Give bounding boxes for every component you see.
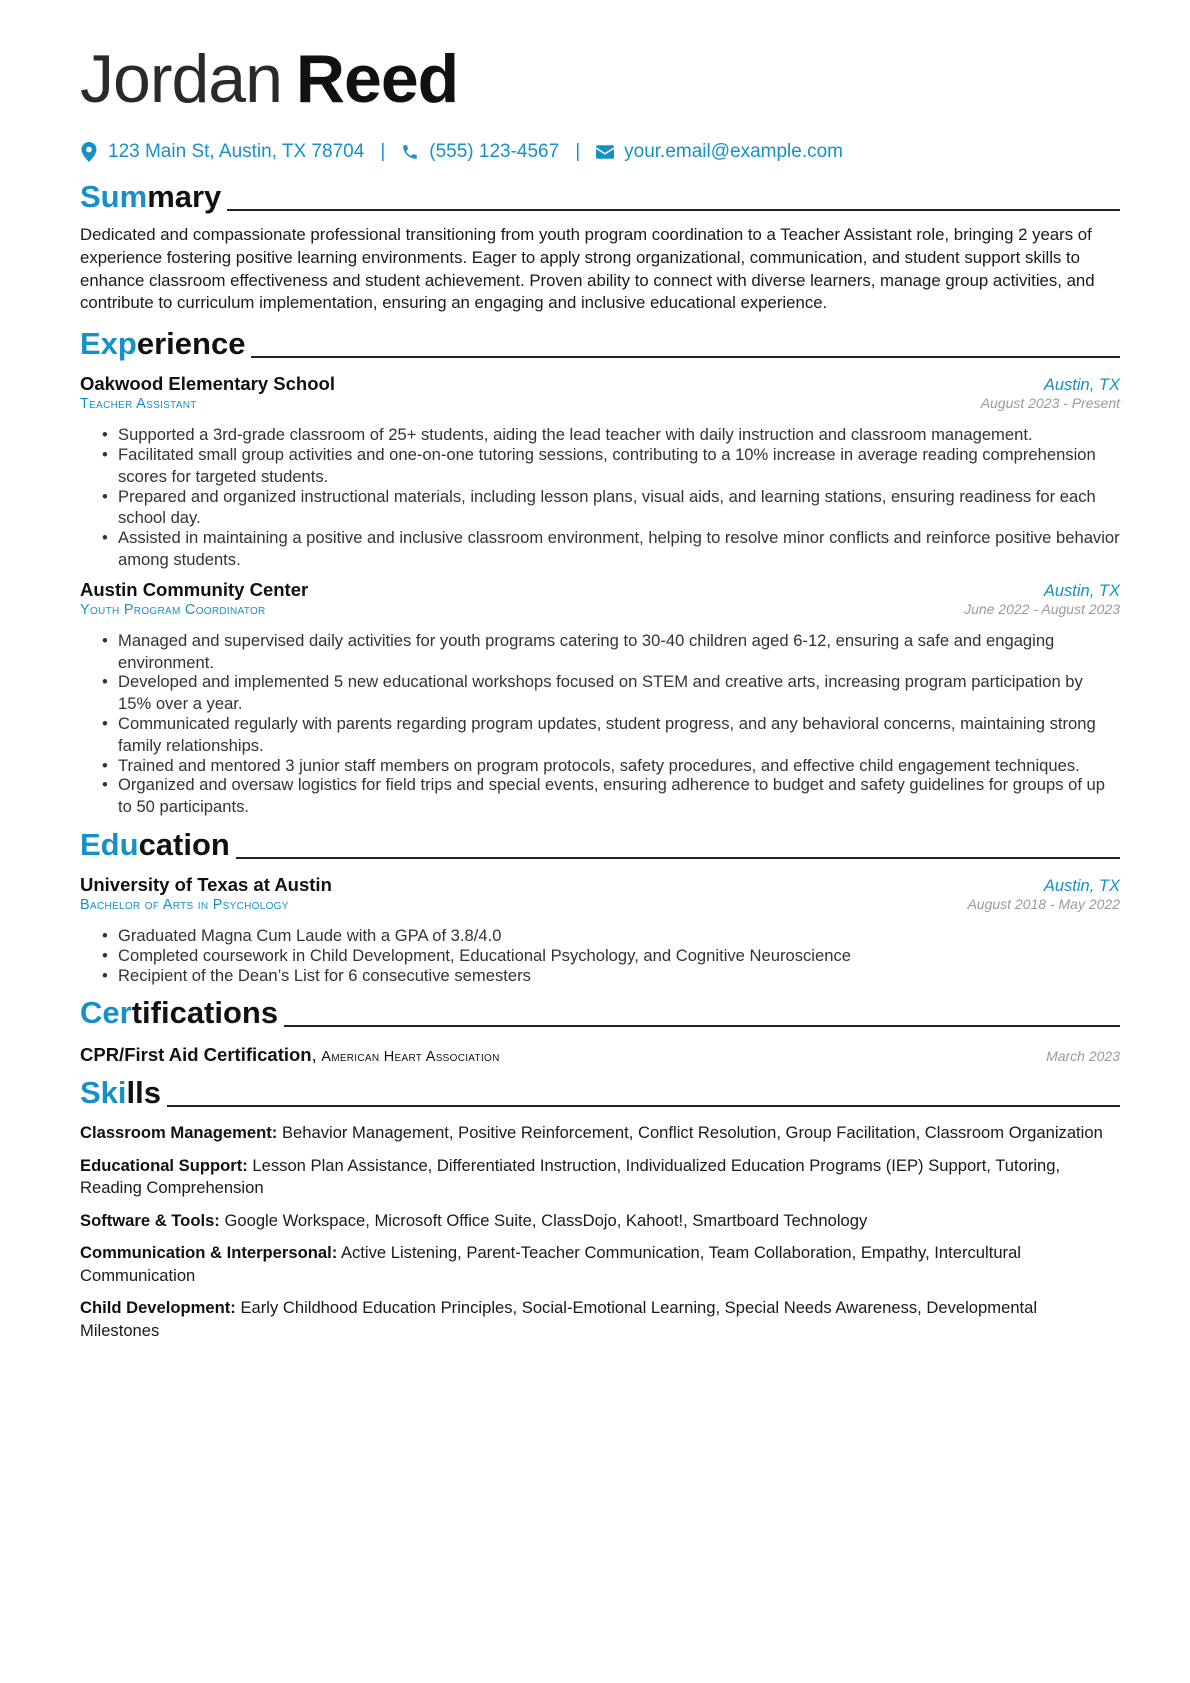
list-item: • Recipient of the Dean’s List for 6 consecutive semesters (118, 965, 1120, 987)
contact-separator: | (575, 141, 581, 162)
skill-values: Early Childhood Education Principles, Social-Emotional Learning, Special Needs Awareness, Developmental Milestones (80, 1298, 1038, 1340)
address-item (80, 141, 364, 163)
skills-heading: Skills (80, 1075, 161, 1111)
contact-bar (80, 140, 1120, 164)
skill-values: Behavior Management, Positive Reinforcement, Conflict Resolution, Group Facilitation, Classroom Organization (281, 1123, 1103, 1143)
education-entry (80, 874, 1120, 986)
skill-label: Child Development: (80, 1298, 236, 1318)
candidate-name (80, 40, 1120, 118)
section-divider (284, 1025, 1120, 1027)
employer-name: Oakwood Elementary School (80, 373, 335, 395)
experience-entry (80, 579, 1120, 818)
section-divider (236, 857, 1120, 859)
skill-values: Lesson Plan Assistance, Differentiated Instruction, Individualized Education Programs (IEP) Support, Tutoring, Reading Comprehension (80, 1155, 1061, 1198)
email-link[interactable]: your.email@example.com (624, 141, 844, 162)
skill-label: Communication & Interpersonal: (80, 1243, 338, 1263)
section-divider (167, 1105, 1120, 1107)
list-item: • Prepared and organized instructional materials, including lesson plans, visual aids, and learning stations, ensuring readiness for each school day. (118, 486, 1120, 530)
school-location: Austin, TX (1043, 876, 1120, 895)
job-title: Youth Program Coordinator (80, 601, 266, 618)
address-text: 123 Main St, Austin, TX 78704 (108, 141, 365, 162)
certification-name: CPR/First Aid Certification (80, 1044, 312, 1066)
education-heading: Education (80, 826, 230, 862)
list-item: • Developed and implemented 5 new educational workshops focused on STEM and creative arts, increasing program participation by 15% over a year. (118, 671, 1120, 715)
list-item: • Completed coursework in Child Development, Educational Psychology, and Cognitive Neuroscience (118, 945, 1120, 967)
list-item: • Managed and supervised daily activities for youth programs catering to 30-40 children aged 6-12, ensuring a safe and engaging environment. (118, 630, 1120, 674)
first-name: Jordan (80, 41, 282, 117)
list-item: • Graduated Magna Cum Laude with a GPA of 3.8/4.0 (118, 925, 1120, 947)
certifications-section-header (80, 992, 1120, 1032)
section-divider (227, 209, 1120, 211)
skill-label: Software & Tools: (80, 1210, 220, 1230)
skill-label: Classroom Management: (80, 1123, 278, 1143)
job-location: Austin, TX (1043, 376, 1120, 395)
education-section-header (80, 824, 1120, 864)
phone-text: (555) 123-4567 (429, 141, 560, 162)
summary-heading: Summary (80, 179, 222, 214)
certification-issuer: American Heart Association (321, 1049, 500, 1066)
skill-group (80, 1297, 1120, 1342)
phone-icon (401, 142, 419, 162)
last-name: Reed (295, 41, 459, 117)
map-pin-icon (80, 142, 98, 162)
summary-section-header (80, 176, 1120, 216)
resume-page (80, 40, 1120, 1342)
contact-separator: | (380, 141, 386, 162)
experience-heading: Experience (80, 326, 246, 362)
certification-separator: , (311, 1044, 317, 1066)
list-item: • Assisted in maintaining a positive and inclusive classroom environment, helping to resolve minor conflicts and reinforce positive behavior among students. (118, 527, 1120, 571)
certifications-heading: Certifications (80, 995, 279, 1031)
school-name: University of Texas at Austin (80, 873, 332, 895)
list-item: • Communicated regularly with parents regarding program updates, student progress, and any behavioral concerns, maintaining strong family relationships. (118, 713, 1120, 757)
skill-group (80, 1155, 1120, 1200)
education-bullets (80, 925, 1120, 986)
job-title: Teacher Assistant (80, 396, 197, 413)
certification-date: March 2023 (1046, 1048, 1120, 1065)
phone-item (401, 141, 559, 163)
section-divider (251, 356, 1120, 358)
list-item: • Supported a 3rd-grade classroom of 25+ students, aiding the lead teacher with daily instruction and classroom management. (118, 424, 1120, 446)
list-item: • Organized and oversaw logistics for field trips and special events, ensuring adherence to budget and safety guidelines for groups of up to 50 participants. (118, 774, 1120, 818)
job-dates: June 2022 - August 2023 (964, 600, 1120, 617)
envelope-icon (596, 142, 614, 162)
skill-group (80, 1122, 1120, 1145)
skills-section-header (80, 1072, 1120, 1112)
experience-section-header (80, 323, 1120, 363)
job-bullets (80, 630, 1120, 818)
skill-values: Active Listening, Parent-Teacher Communication, Team Collaboration, Empathy, Intercultural Communication (80, 1243, 1021, 1285)
skill-group (80, 1210, 1120, 1233)
job-location: Austin, TX (1043, 581, 1120, 600)
summary-text: Dedicated and compassionate professional transitioning from youth program coordination to a Teacher Assistant role, bringing 2 years of experience fostering positive learning environments. Eager to apply strong organizational, communication, and student support skills to enhance classroom effectiveness and student achievement. Proven ability to connect with diverse learners, manage group activities, and contribute to curriculum implementation, ensuring an engaging and inclusive educational experience. (80, 225, 1095, 313)
certification-entry (80, 1044, 1120, 1066)
experience-entry (80, 373, 1120, 571)
job-dates: August 2023 - Present (980, 395, 1120, 412)
job-bullets (80, 424, 1120, 571)
list-item: • Trained and mentored 3 junior staff members on program protocols, safety procedures, and effective child engagement techniques. (118, 755, 1120, 777)
list-item: • Facilitated small group activities and one-on-one tutoring sessions, contributing to a 10% increase in average reading comprehension scores for targeted students. (118, 444, 1120, 488)
education-dates: August 2018 - May 2022 (967, 895, 1120, 912)
skill-values: Google Workspace, Microsoft Office Suite, ClassDojo, Kahoot!, Smartboard Technology (224, 1210, 868, 1230)
degree: Bachelor of Arts in Psychology (80, 896, 289, 913)
email-item[interactable] (596, 141, 843, 163)
employer-name: Austin Community Center (80, 578, 309, 600)
skill-label: Educational Support: (80, 1155, 248, 1175)
skill-group (80, 1242, 1120, 1287)
